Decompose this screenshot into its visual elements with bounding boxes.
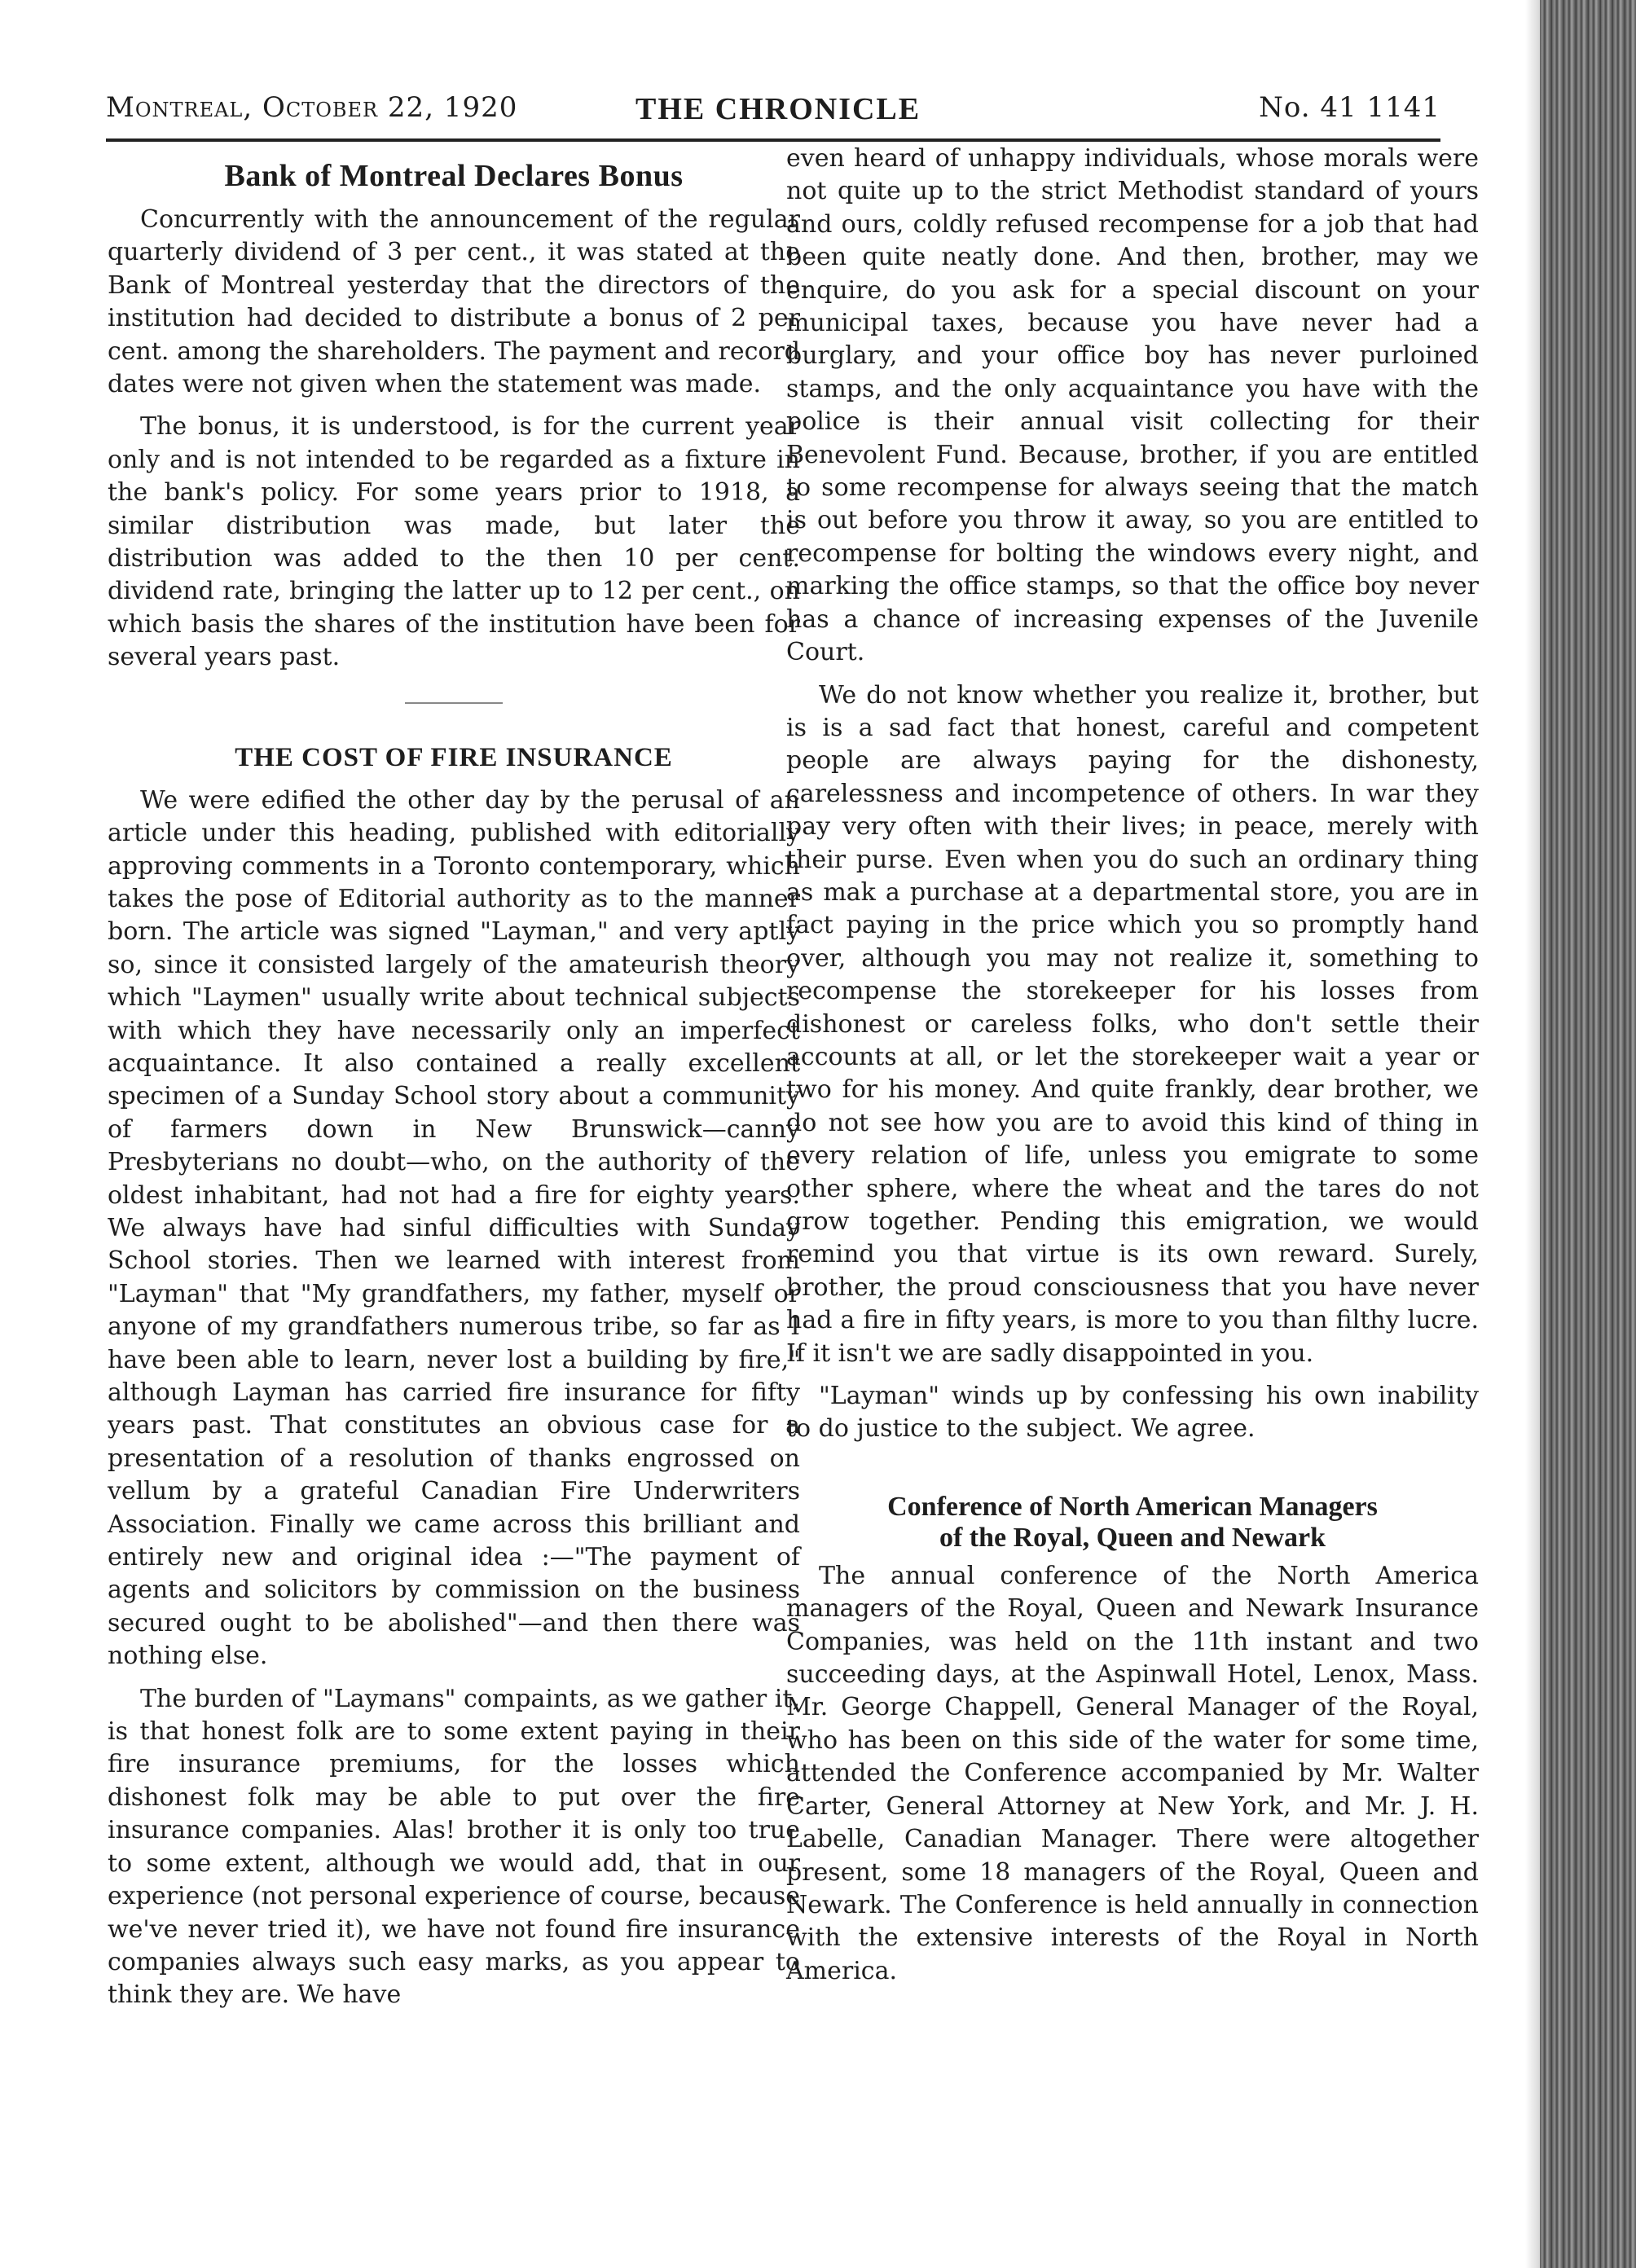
left-column [108,147,800,2012]
title-line-2: of the Royal, Queen and Newark [939,1522,1326,1553]
paragraph: We do not know whether you realize it, brother, but is is a sad fact that honest, careful and competent people are always paying for the dishonesty, carelessness and incompetence of others. In war they pay very often with their lives; in peace, merely with their purse. Even when you do such an ordinary thing as mak a purchase at a departmental store, you are in fact paying in the price which you so promptly hand over, although you may not realize it, something to recompense the storekeeper for his losses from dishonest or careless folks, who don't settle their accounts at all, or let the storekeeper wait a year or two for his money. And quite frankly, dear brother, we do not see how you are to avoid this kind of thing in every relation of life, unless you emigrate to some other sphere, where the wheat and the tares do not grow together. Pending this emigration, we would remind you that virtue is its own reward. Surely, brother, the proud consciousness that you have never had a fire in fifty years, is more to you than filthy lucre. If it isn't we are sadly disappointed in you. [786,680,1479,1368]
paragraph: "Layman" winds up by confessing his own inability to do justice to the subject. We agree. [786,1382,1479,1444]
title-line-1: Conference of North American Managers [887,1491,1378,1522]
section-divider [405,702,503,704]
paragraph-continued: even heard of unhappy individuals, whose morals were not quite up to the strict Methodist standard of yours and ours, coldly refused recompense for a job that had been quite neatly done. And then, brother, may we enquire, do you ask for a special discount on your municipal taxes, because you have never had a burglary, and your office boy has never purloined stamps, and the only acquaintance you have with the police is their annual visit collecting for their Benevolent Fund. Because, brother, if you are entitled to some recompense for always seeing that the match is out before you throw it away, so you are entitled to recompense for bolting the windows every night, and marking the office stamps, so that the office boy never has a chance of increasing expenses of the Juvenile Court. [786,144,1479,667]
paragraph: Concurrently with the announcement of the regular quarterly dividend of 3 per cent., it was stated at the Bank of Montreal yesterday that the directors of the institution had decided to distribute a bonus of 2 per cent. among the shareholders. The payment and record dates were not given when the statement was made. [108,205,800,399]
paragraph: The burden of "Laymans" compaints, as we gather it, is that honest folk are to some extent paying in their fire insurance premiums, for the losses which dishonest folk may be able to put over the fire insurance companies. Alas! brother it is only too true to some extent, although we would add, that in our experience (not personal experience of course, because we've never tried it), we have not found fire insurance companies always such easy marks, as you appear to think they are. We have [108,1684,800,2010]
right-column [786,143,1479,1988]
section-gap [786,1446,1479,1492]
paragraph: The annual conference of the North America managers of the Royal, Queen and Newark Insurance Companies, was held on the 11th instant and two succeeding days, at the Aspinwall Hotel, Lenox, Mass. Mr. George Chappell, General Manager of the Royal, who has been on this side of the water for some time, attended the Conference accompanied by Mr. Walter Carter, General Attorney at New York, and Mr. J. H. Labelle, Canadian Manager. There were altogether present, some 18 managers of the Royal, Queen and Newark. The Conference is held annually in connection with the extensive interests of the Royal in North America. [786,1561,1479,1985]
paragraph: We were edified the other day by the perusal of an article under this heading, published with editorially approving comments in a Toronto contemporary, which takes the pose of Editorial authority as to the manner born. The article was signed "Layman," and very aptly so, since it consisted largely of the amateurish theory which "Laymen" usually write about technical subjects with which they have necessarily only an imperfect acquaintance. It also contained a really excellent specimen of a Sunday School story about a community of farmers down in New Brunswick—canny Presbyterians no doubt—who, on the authority of the oldest inhabitant, had not had a fire for eighty years. We always have had sinful difficulties with Sunday School stories. Then we learned with interest from "Layman" that "My grandfathers, my father, myself or anyone of my grandfathers numerous tribe, so far as I have been able to learn, never lost a building by fire," although Layman has carried fire insurance for fifty years past. That constitutes an obvious case for a presentation of a resolution of thanks engrossed on vellum by a grateful Canadian Fire Underwriters Association. Finally we came across this brilliant and entirely new and original idea :—"The payment of agents and solicitors by commission on the business secured ought to be abolished"—and then there was nothing else. [108,785,800,1671]
running-head-title: THE CHRONICLE [635,92,921,126]
running-head-date: Montreal, October 22, 1920 [106,91,518,124]
header-rule [106,138,1440,142]
running-head-page-number: No. 41 1141 [1259,91,1440,124]
article-title-bank-bonus: Bank of Montreal Declares Bonus [224,159,684,193]
paragraph: The bonus, it is understood, is for the current year only and is not intended to be regarded as a fixture in the bank's policy. For some years prior to 1918, a similar distribution was made, but later the distribution was added to the then 10 per cent. dividend rate, bringing the latter up to 12 per cent., on which basis the shares of the institution have been for several years past. [108,412,800,672]
book-page-edges [1540,0,1636,2268]
article-title-fire-insurance: THE COST OF FIRE INSURANCE [235,742,673,772]
article-title-conference [786,1492,1479,1554]
